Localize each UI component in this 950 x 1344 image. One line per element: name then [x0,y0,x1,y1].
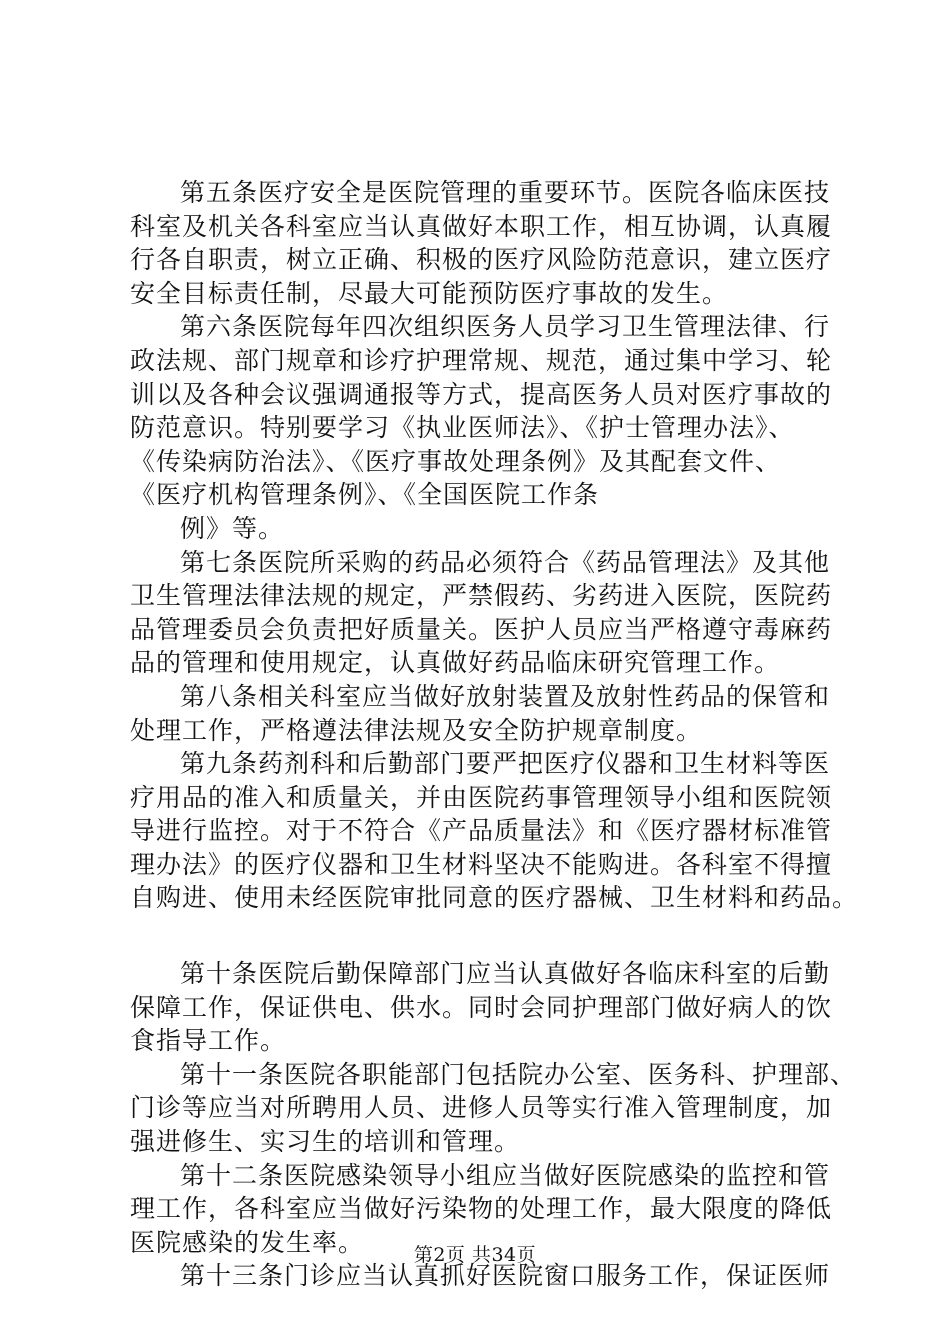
paragraph-line: 行各自职责，树立正确、积极的医疗风险防范意识，建立医疗 [130,245,833,275]
paragraph-line: 第十条医院后勤保障部门应当认真做好各临床科室的后勤 [180,959,831,989]
paragraph-line: 安全目标责任制，尽最大可能预防医疗事故的发生。 [130,278,729,308]
paragraph-gap [130,915,850,957]
paragraph-line: 第五条医疗安全是医院管理的重要环节。医院各临床医技 [180,178,831,207]
paragraph-line: 自购进、使用未经医院审批同意的医疗器械、卫生材料和药品。 [130,883,859,913]
paragraph-line: 第十一条医院各职能部门包括院办公室、医务科、护理部、 [180,1059,857,1089]
paragraph-line: 第六条医院每年四次组织医务人员学习卫生管理法律、行 [180,312,831,342]
paragraph-line: 第七条医院所采购的药品必须符合《药品管理法》及其他 [180,547,831,577]
paragraph-line: 门诊等应当对所聘用人员、进修人员等实行准入管理制度，加 [130,1093,833,1123]
paragraph-line: 科室及机关各科室应当认真做好本职工作，相互协调，认真履 [130,211,833,241]
paragraph-line: 疗用品的准入和质量关，并由医院药事管理领导小组和医院领 [130,782,833,812]
paragraph-line: 品的管理和使用规定，认真做好药品临床研究管理工作。 [130,648,781,678]
paragraph-line: 品管理委员会负责把好质量关。医护人员应当严格遵守毒麻药 [130,614,833,644]
paragraph-line: 第九条药剂科和后勤部门要严把医疗仪器和卫生材料等医 [180,749,831,779]
paragraph-line: 《医疗机构管理条例》、《全国医院工作条 [130,480,600,510]
paragraph-line: 政法规、部门规章和诊疗护理常规、规范，通过集中学习、轮 [130,345,833,375]
paragraph-line: 训以及各种会议强调通报等方式，提高医务人员对医疗事故的 [130,379,833,409]
paragraph-line: 第十二条医院感染领导小组应当做好医院感染的监控和管 [180,1160,831,1190]
paragraph-line: 处理工作，严格遵法律法规及安全防护规章制度。 [130,715,703,745]
paragraph-line: 食指导工作。 [130,1026,287,1056]
paragraph-line: 第十三条门诊应当认真抓好医院窗口服务工作，保证医师 [180,1261,831,1291]
paragraph-line: 防范意识。特别要学习《执业医师法》、《护士管理办法》、 [130,413,795,443]
paragraph-line: 《传染病防治法》、《医疗事故处理条例》及其配套文件、 [130,446,782,476]
document-body [130,176,859,1293]
paragraph-line: 导进行监控。对于不符合《产品质量法》和《医疗器材标准管 [130,816,833,846]
page-number-footer: 第2页 共34页 [413,1244,537,1266]
paragraph-line: 强进修生、实习生的培训和管理。 [130,1127,521,1157]
paragraph-line: 理办法》的医疗仪器和卫生材料坚决不能购进。各科室不得擅 [130,849,833,879]
paragraph-line: 卫生管理法律法规的规定，严禁假药、劣药进入医院，医院药 [130,581,833,611]
paragraph-line: 例》等。 [180,513,285,543]
paragraph-line: 保障工作，保证供电、供水。同时会同护理部门做好病人的饮 [130,992,833,1022]
paragraph-line: 医院感染的发生率。 [130,1227,365,1257]
paragraph-line: 第八条相关科室应当做好放射装置及放射性药品的保管和 [180,681,831,711]
paragraph-line: 理工作，各科室应当做好污染物的处理工作，最大限度的降低 [130,1194,833,1224]
